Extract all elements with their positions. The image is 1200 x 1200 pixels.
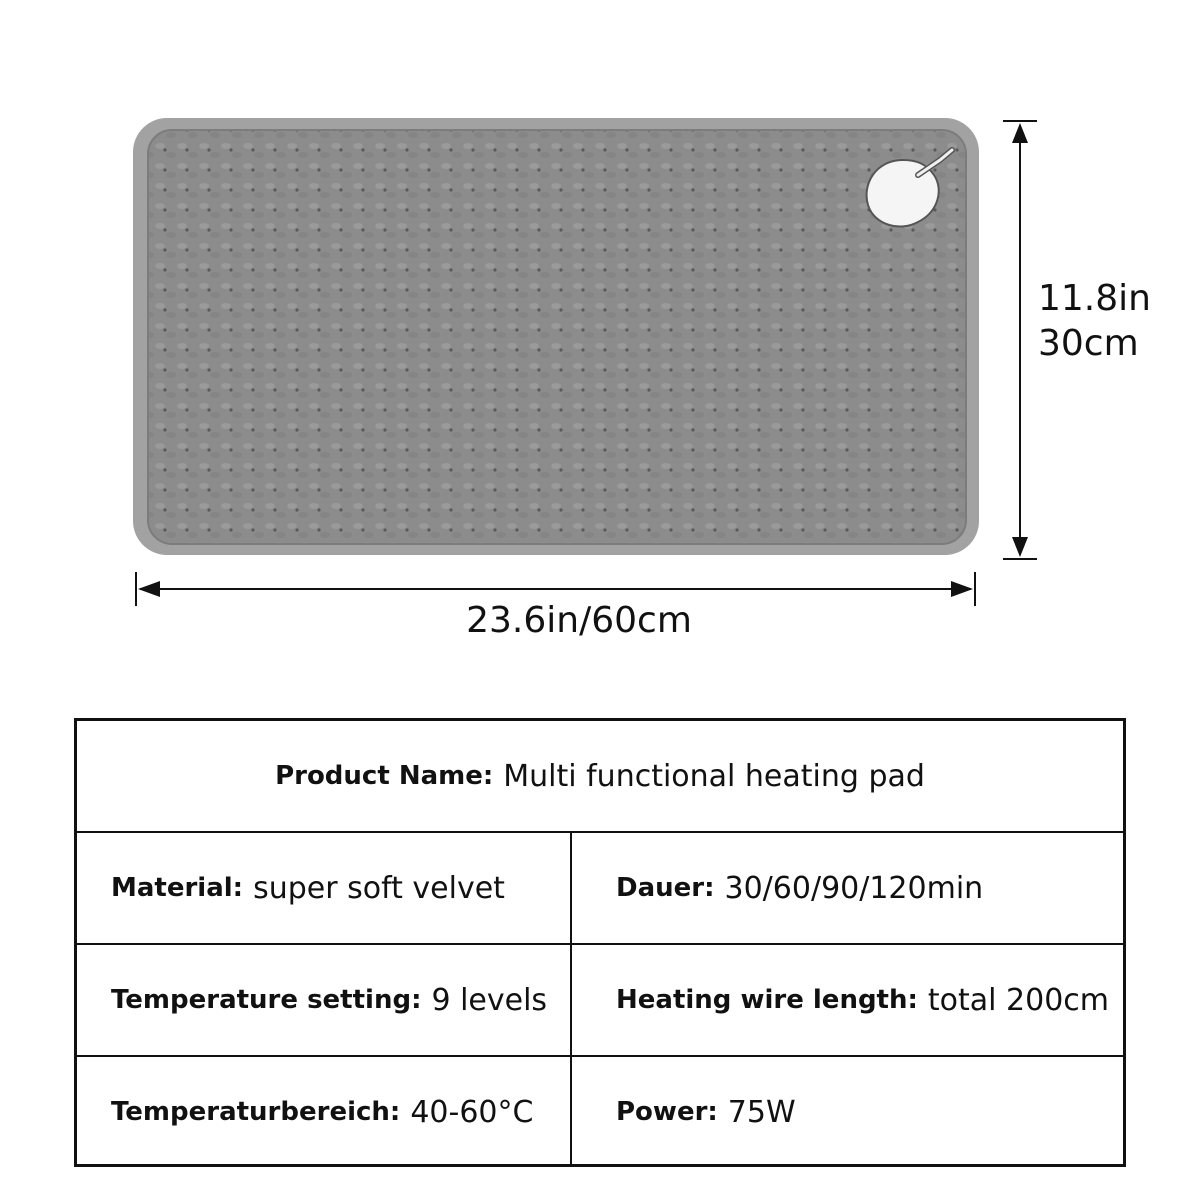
spec-row-product-name: [77, 721, 1123, 833]
spec-table: [74, 718, 1126, 1167]
spec-cell-temperaturbereich: [77, 1057, 572, 1167]
spec-cell-material: [77, 833, 572, 943]
temperature-setting-value: 9 levels: [431, 982, 548, 1018]
temperature-setting-label: Temperature setting:: [111, 985, 422, 1015]
product-name-value: Multi functional heating pad: [503, 758, 925, 794]
heating-wire-length-value: total 200cm: [927, 982, 1110, 1018]
dauer-label: Dauer:: [616, 873, 715, 903]
spec-row-range-power: [77, 1057, 1123, 1167]
spec-cell-power: [572, 1057, 1123, 1167]
spec-row-material-dauer: [77, 833, 1123, 945]
pad-surface: [148, 130, 966, 544]
spec-cell-temperature-setting: [77, 945, 572, 1055]
spec-cell-dauer: [572, 833, 1123, 943]
temperaturbereich-value: 40-60°C: [410, 1094, 534, 1130]
power-label: Power:: [616, 1097, 718, 1127]
power-value: 75W: [727, 1094, 796, 1130]
height-centimeters: 30cm: [1038, 323, 1139, 364]
temperaturbereich-label: Temperaturbereich:: [111, 1097, 401, 1127]
heating-pad: [133, 118, 979, 555]
width-label: 23.6in/60cm: [466, 600, 692, 641]
material-value: super soft velvet: [253, 870, 505, 906]
height-label: [1038, 276, 1151, 366]
heating-wire-length-label: Heating wire length:: [616, 985, 918, 1015]
product-name-label: Product Name:: [275, 761, 494, 791]
height-dimension-arrow: [1003, 121, 1037, 559]
dauer-value: 30/60/90/120min: [724, 870, 984, 906]
spec-cell-heating-wire-length: [572, 945, 1123, 1055]
height-inches: 11.8in: [1038, 278, 1151, 319]
material-label: Material:: [111, 873, 244, 903]
spec-row-temperature-wire: [77, 945, 1123, 1057]
